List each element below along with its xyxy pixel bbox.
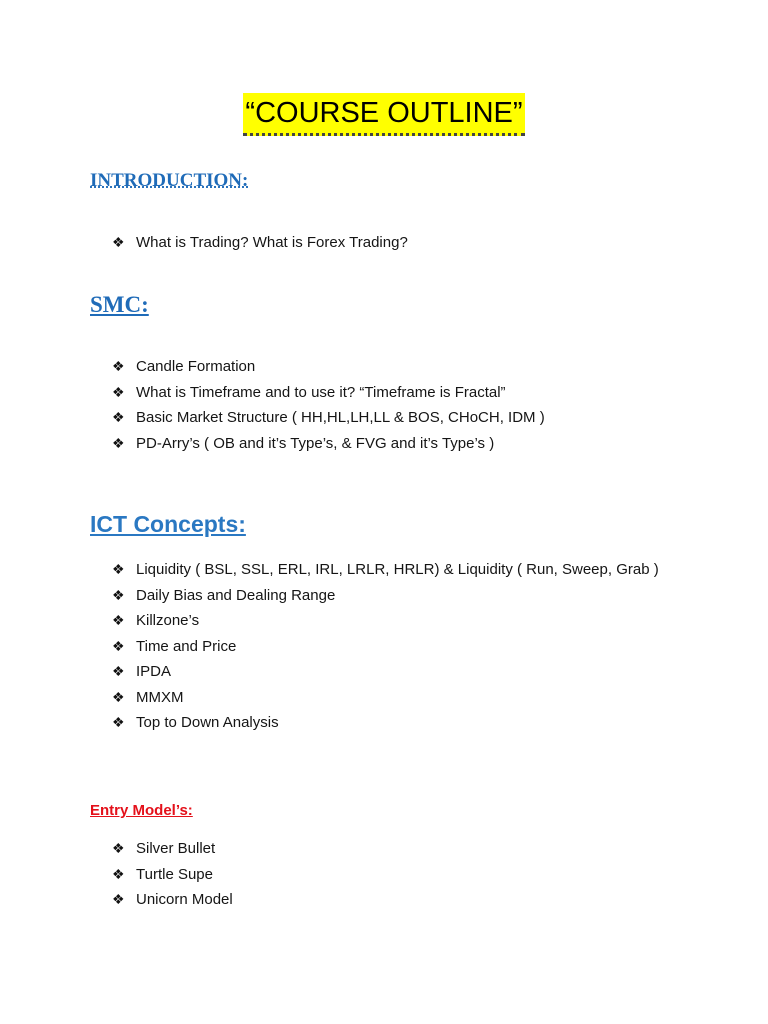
list-item — [112, 354, 672, 380]
diamond-bullet-icon: ❖ — [112, 865, 125, 882]
list-item — [112, 862, 672, 888]
list-item-text: Killzone’s — [136, 612, 200, 629]
list-item-text: What is Timeframe and to use it? “Timeframe is Fractal” — [136, 383, 506, 401]
section-heading-ict-concepts: ICT Concepts: — [90, 511, 246, 537]
diamond-bullet-icon: ❖ — [112, 637, 125, 654]
list-item — [112, 634, 672, 660]
diamond-bullet-icon: ❖ — [112, 586, 125, 603]
list-item — [112, 380, 672, 406]
list-item — [112, 405, 672, 431]
list-item-text: Silver Bullet — [136, 840, 216, 857]
list-item — [112, 887, 672, 913]
diamond-bullet-icon: ❖ — [112, 840, 125, 856]
list-item-text: Unicorn Model — [136, 891, 233, 908]
diamond-bullet-icon: ❖ — [112, 234, 125, 250]
entry-models-list — [112, 836, 672, 913]
list-item-text: Candle Formation — [136, 358, 256, 375]
diamond-bullet-icon: ❖ — [112, 561, 125, 577]
list-item — [112, 659, 672, 685]
list-item — [112, 685, 672, 711]
list-item-text: Basic Market Structure ( HH,HL,LH,LL & BOS, CHoCH, IDM ) — [136, 409, 545, 426]
diamond-bullet-icon: ❖ — [112, 688, 125, 705]
introduction-list — [112, 230, 672, 256]
diamond-bullet-icon: ❖ — [112, 612, 125, 628]
diamond-bullet-icon: ❖ — [112, 383, 125, 400]
list-item-text: PD-Arry’s ( OB and it’s Type’s, & FVG and it’s Type’s ) — [136, 434, 495, 452]
section-heading-smc: SMC: — [90, 292, 149, 317]
list-item-text: IPDA — [136, 663, 172, 680]
list-item-text: MMXM — [136, 688, 184, 706]
list-item-text: Time and Price — [136, 637, 237, 655]
document-title: “COURSE OUTLINE” — [243, 93, 524, 136]
diamond-bullet-icon: ❖ — [112, 434, 125, 451]
list-item-text: Daily Bias and Dealing Range — [136, 586, 336, 604]
list-item — [112, 710, 672, 736]
diamond-bullet-icon: ❖ — [112, 714, 125, 730]
list-item-text: Liquidity ( BSL, SSL, ERL, IRL, LRLR, HRLR) & Liquidity ( Run, Sweep, Grab ) — [136, 561, 659, 578]
section-heading-introduction: INTRODUCTION: — [90, 170, 249, 191]
diamond-bullet-icon: ❖ — [112, 358, 125, 374]
list-item-text: Top to Down Analysis — [136, 714, 279, 731]
list-item — [112, 583, 672, 609]
diamond-bullet-icon: ❖ — [112, 409, 125, 425]
document-title-wrapper — [0, 93, 768, 136]
list-item-text: What is Trading? What is Forex Trading? — [136, 234, 408, 251]
diamond-bullet-icon: ❖ — [112, 663, 125, 679]
list-item — [112, 230, 672, 256]
list-item — [112, 608, 672, 634]
list-item — [112, 836, 672, 862]
list-item — [112, 431, 672, 457]
list-item — [112, 557, 672, 583]
ict-concepts-list — [112, 557, 672, 736]
diamond-bullet-icon: ❖ — [112, 891, 125, 907]
section-heading-entry-models: Entry Model’s: — [90, 802, 193, 819]
list-item-text: Turtle Supe — [136, 865, 213, 883]
smc-list — [112, 354, 672, 456]
